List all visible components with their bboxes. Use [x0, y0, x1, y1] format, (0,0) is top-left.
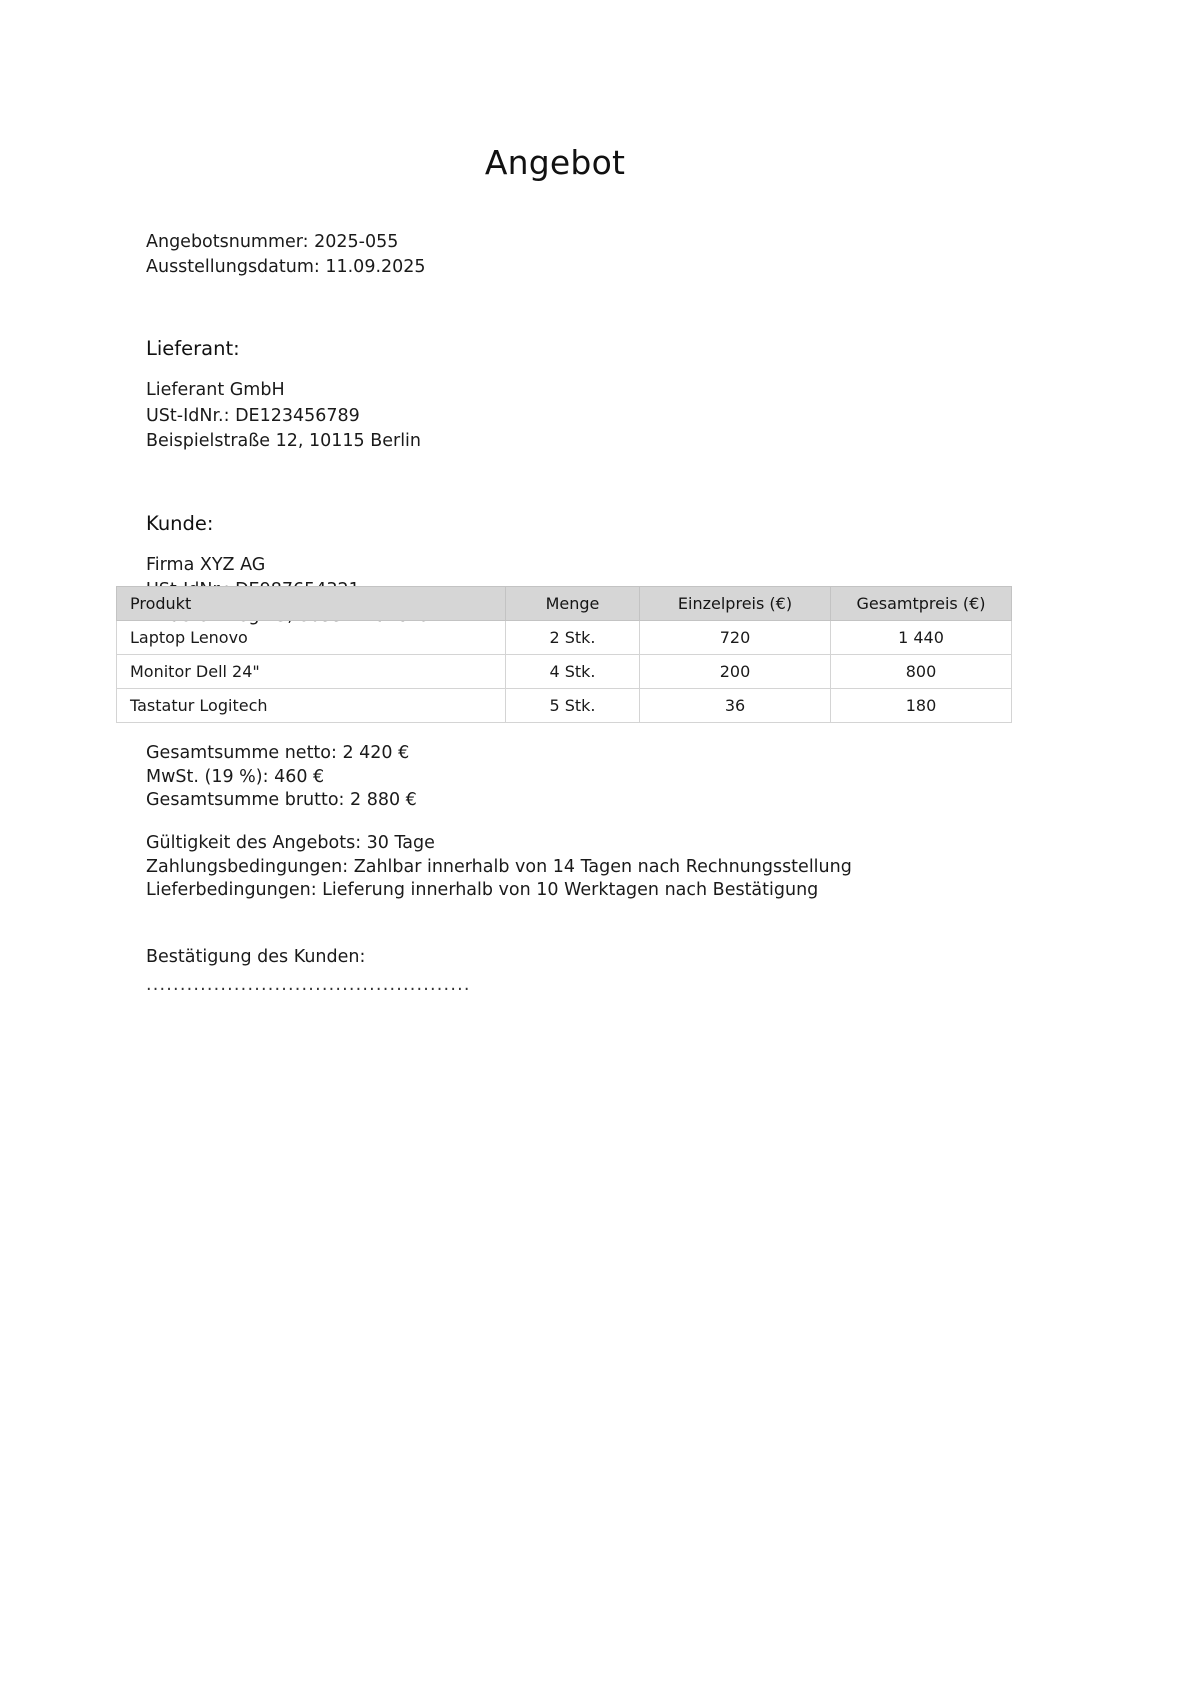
total-gross: Gesamtsumme brutto: 2 880 € — [146, 790, 417, 810]
total-net: Gesamtsumme netto: 2 420 € — [146, 743, 410, 763]
totals-block — [146, 742, 417, 813]
document-header-section — [146, 230, 1046, 629]
offer-number: Angebotsnummer: 2025-055 — [146, 232, 399, 252]
supplier-address: Beispielstraße 12, 10115 Berlin — [146, 431, 422, 451]
cell-menge: 2 Stk. — [506, 621, 640, 655]
column-header-gesamtpreis: Gesamtpreis (€) — [831, 587, 1012, 621]
supplier-name: Lieferant GmbH — [146, 380, 285, 400]
cell-produkt: Tastatur Logitech — [117, 689, 506, 723]
term-delivery: Lieferbedingungen: Lieferung innerhalb von 10 Werktagen nach Bestätigung — [146, 880, 819, 900]
term-payment: Zahlungsbedingungen: Zahlbar innerhalb von 14 Tagen nach Rechnungsstellung — [146, 856, 852, 877]
cell-einzelpreis: 720 — [640, 621, 831, 655]
total-vat: MwSt. (19 %): 460 € — [146, 766, 325, 787]
supplier-vat-id: USt-IdNr.: DE123456789 — [146, 405, 360, 426]
items-table-header — [117, 587, 1012, 621]
cell-menge: 4 Stk. — [506, 655, 640, 689]
customer-name: Firma XYZ AG — [146, 554, 266, 575]
cell-gesamtpreis: 800 — [831, 655, 1012, 689]
term-validity: Gültigkeit des Angebots: 30 Tage — [146, 833, 435, 853]
cell-gesamtpreis: 180 — [831, 689, 1012, 723]
issue-date: Ausstellungsdatum: 11.09.2025 — [146, 257, 426, 277]
confirmation-label: Bestätigung des Kunden: — [146, 947, 366, 967]
cell-produkt: Monitor Dell 24" — [117, 655, 506, 689]
cell-produkt: Laptop Lenovo — [117, 621, 506, 655]
cell-gesamtpreis: 1 440 — [831, 621, 1012, 655]
signature-line: ................................................ — [146, 975, 471, 995]
cell-einzelpreis: 36 — [640, 689, 831, 723]
column-header-menge: Menge — [506, 587, 640, 621]
cell-menge: 5 Stk. — [506, 689, 640, 723]
items-table-body — [117, 621, 1012, 723]
items-table-container — [116, 586, 994, 723]
table-row — [117, 621, 1012, 655]
table-row — [117, 655, 1012, 689]
table-row — [117, 689, 1012, 723]
offer-meta-block — [146, 230, 1046, 280]
column-header-einzelpreis: Einzelpreis (€) — [640, 587, 831, 621]
supplier-heading: Lieferant: — [146, 337, 240, 360]
cell-einzelpreis: 200 — [640, 655, 831, 689]
items-table — [116, 586, 1012, 723]
table-header-row — [117, 587, 1012, 621]
terms-block — [146, 832, 852, 903]
column-header-produkt: Produkt — [117, 587, 506, 621]
customer-confirmation-block — [146, 943, 471, 999]
customer-heading: Kunde: — [146, 511, 214, 535]
supplier-block — [146, 378, 1046, 455]
page-title: Angebot — [484, 143, 626, 182]
